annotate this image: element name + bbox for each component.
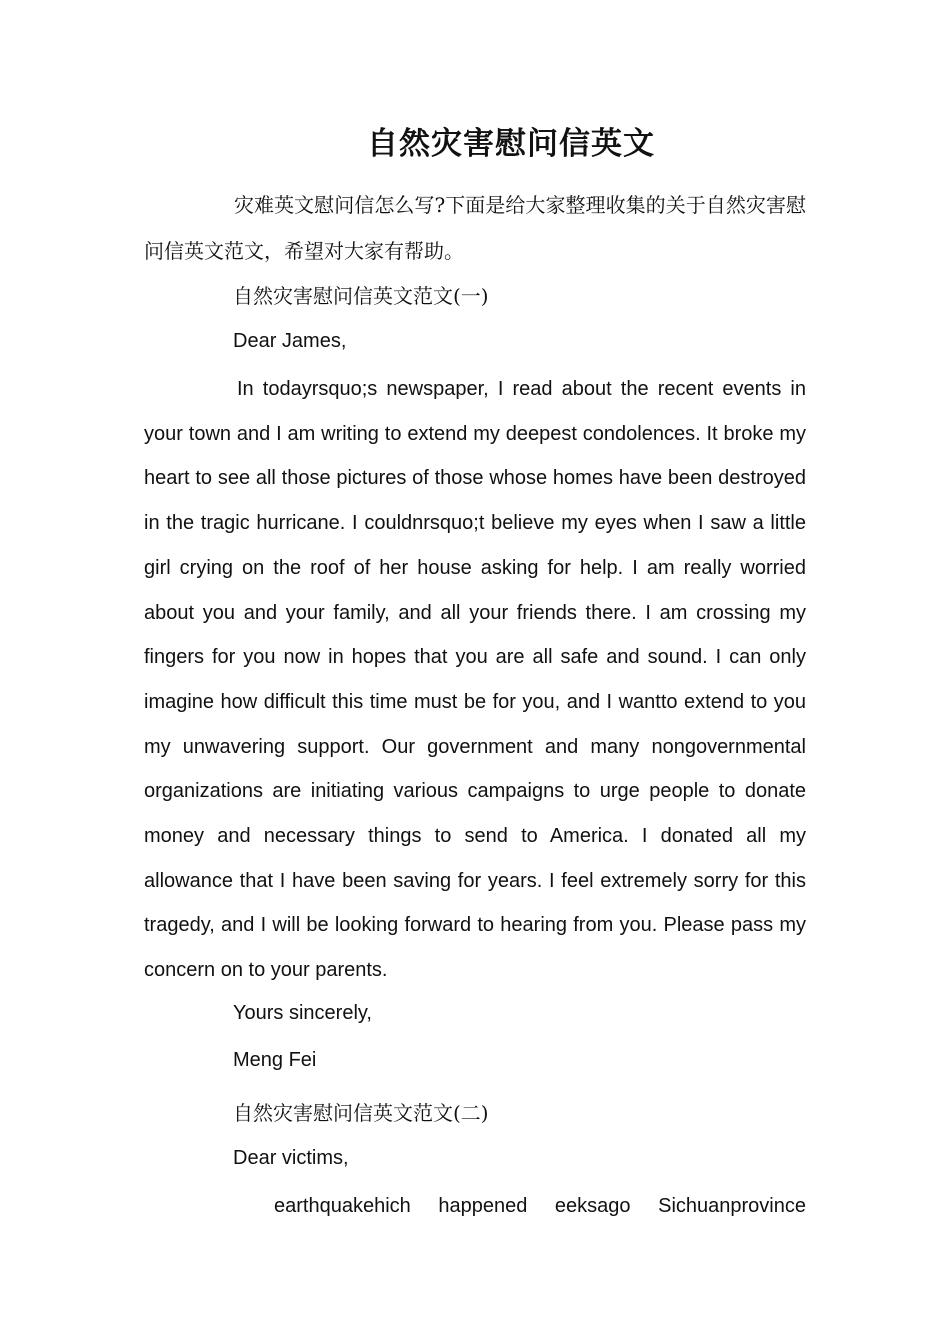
sample2-body-first-line — [274, 1184, 806, 1228]
sample1-body: In todayrsquo;s newspaper, I read about the recent events in your town and I am writing to extend my deepest condolences. It broke my heart to see all those pictures of those whose homes have been destroyed in the tragic hurricane. I couldnrsquo;t believe my eyes when I saw a little girl crying on the roof of her house asking for help. I am really worried about you and your family, and all your friends there. I am crossing my fingers for you now in hopes that you are all safe and sound. I can only imagine how difficult this time must be for you, and I wantto extend to you my unwavering support. Our government and many nongovernmental organizations are initiating various campaigns to urge people to donate money and necessary things to send to America. I donated all my allowance that I have been saving for years. I feel extremely sorry for this tragedy, and I will be looking forward to hearing from you. Please pass my concern on to your parents. — [144, 378, 806, 982]
sample2-word: happened — [438, 1195, 528, 1217]
sample2-word: earthquakehich — [274, 1195, 411, 1217]
sample2-heading: 自然灾害慰问信英文范文(二) — [233, 1101, 489, 1125]
sample2-word: Sichuanprovince — [658, 1195, 806, 1217]
sample1-closing: Yours sincerely, — [233, 1002, 372, 1024]
sample1-salutation: Dear James, — [233, 330, 347, 352]
sample2-word: eeksago — [554, 1195, 631, 1217]
intro-paragraph: 灾难英文慰问信怎么写?下面是给大家整理收集的关于自然灾害慰问信英文范文，希望对大家有帮助。 — [144, 193, 806, 263]
document-title: 自然灾害慰问信英文 — [367, 126, 655, 162]
sample1-signature: Meng Fei — [233, 1049, 317, 1071]
sample1-heading: 自然灾害慰问信英文范文(一) — [233, 284, 489, 308]
sample2-salutation: Dear victims, — [233, 1147, 349, 1169]
